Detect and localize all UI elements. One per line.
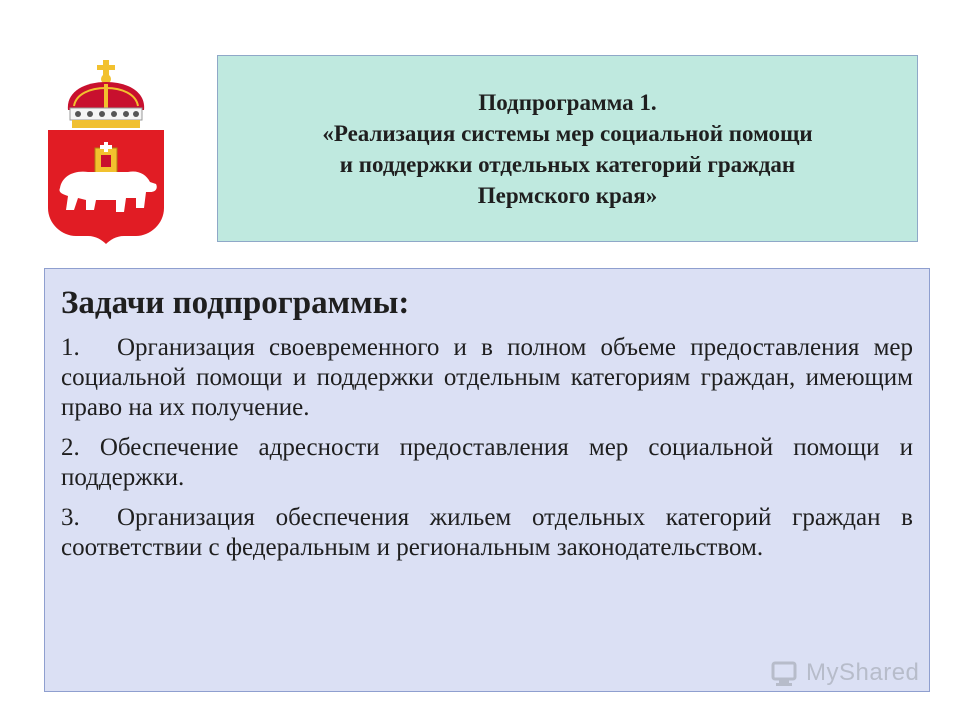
coat-of-arms	[40, 58, 172, 244]
subprogram-title-box	[217, 55, 918, 242]
task-text: Организация своевременного и в полном объеме предоставления мер социальной помощи и поддержки отдельным категориям граждан, имеющим право на их получение.	[61, 334, 913, 421]
watermark-text: MyShared	[806, 659, 920, 686]
task-item	[61, 333, 913, 423]
task-text: Организация обеспечения жильем отдельных категорий граждан в соответствии с федеральным и региональным законодательством.	[61, 504, 913, 561]
subprogram-title-line: «Реализация системы мер социальной помощи	[322, 120, 813, 146]
myshared-logo-icon	[770, 658, 800, 688]
tasks-content-box	[44, 268, 930, 692]
subprogram-title-line: Подпрограмма 1.	[478, 89, 657, 115]
task-item	[61, 433, 913, 493]
task-number: 1.	[61, 334, 80, 361]
task-number: 2.	[61, 434, 80, 461]
task-item	[61, 503, 913, 563]
watermark	[770, 655, 919, 691]
task-text: Обеспечение адресности предоставления мер социальной помощи и поддержки.	[61, 434, 913, 491]
subprogram-title-line: Пермского края»	[477, 182, 658, 208]
subprogram-title-line: и поддержки отдельных категорий граждан	[339, 151, 796, 177]
task-number: 3.	[61, 504, 80, 531]
tasks-heading: Задачи подпрограммы:	[61, 285, 410, 321]
perm-krai-coat-of-arms-icon	[40, 58, 172, 244]
